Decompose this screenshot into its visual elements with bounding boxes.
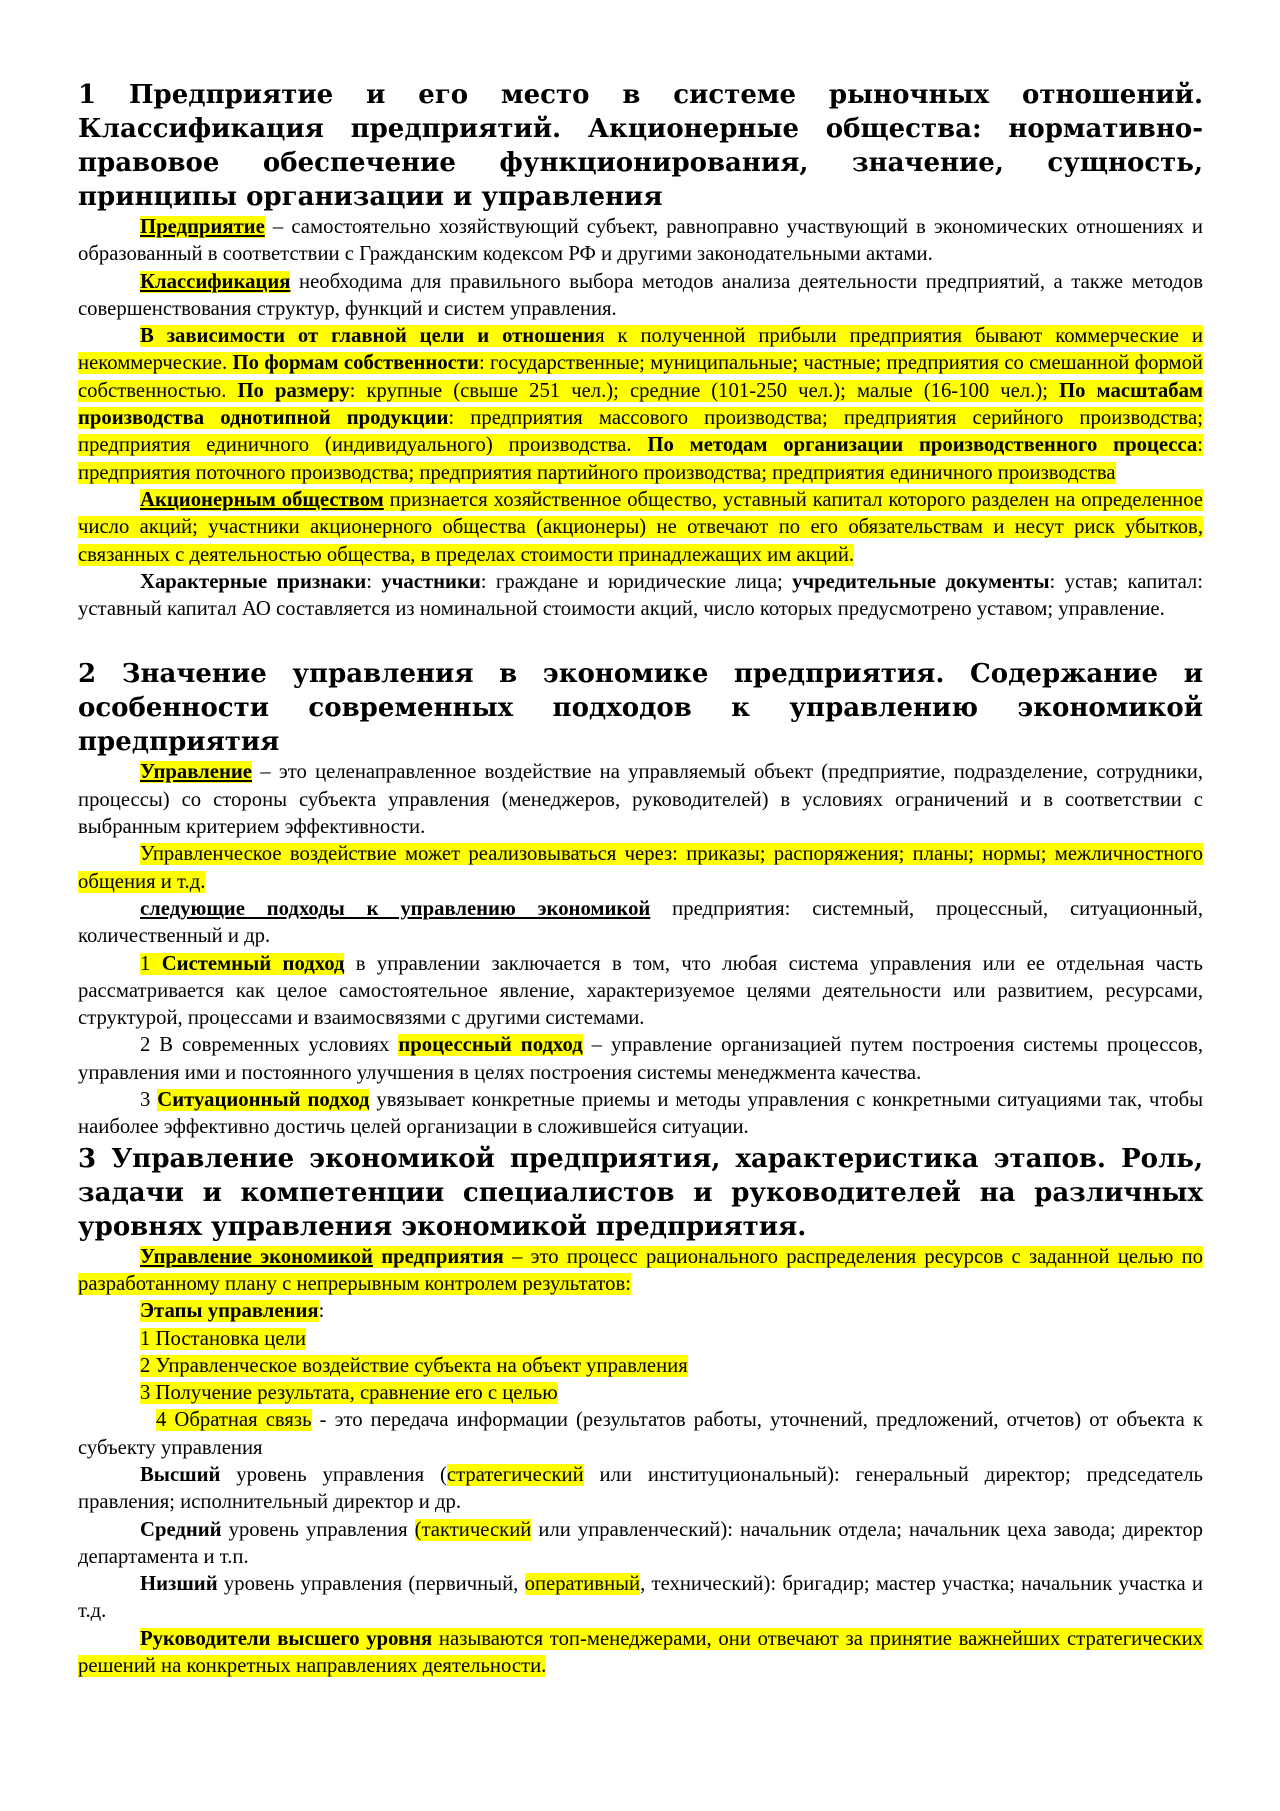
s1-paragraph-features: Характерные признаки: участники: граждане и юридические лица; учредительные документы: устав; капитал: уставный капитал АО составляется из номинальной стоимости акций, число которых предусмотрено уставом; управление.	[78, 570, 1204, 621]
s3-paragraph-top-managers: Руководители высшего уровня называются топ-менеджерами, они отвечают за принятие важнейших стратегических решений на конкретных направлениях деятельности.	[78, 1627, 1203, 1678]
s1-paragraph-classification: Классификация необходима для правильного выбора методов анализа деятельности предприятий, а также методов совершенствования структур, функций и систем управления.	[78, 270, 1203, 320]
s3-level-middle: Средний уровень управления (тактический или управленческий): начальник отдела; начальник цеха завода; директор департамента и т.п.	[78, 1518, 1204, 1568]
section-3-title: 3 Управление экономикой предприятия, характеристика этапов. Роль, задачи и компетенции специалистов и руководителей на различных уровнях управления экономикой предприятия.	[78, 1143, 1203, 1242]
s2-paragraph-situational-approach: 3 Ситуационный подход увязывает конкретные приемы и методы управления с конкретными ситуациями так, чтобы наиболее эффективно достичь целей организации в сложившейся ситуации.	[78, 1089, 1203, 1139]
term-classification: Классификация	[140, 270, 291, 293]
s1-paragraph-joint-stock: Акционерным обществом признается хозяйственное общество, уставный капитал которого разделен на определенное число акций; участники акционерного общества (акционеры) не отвечают по его обязательствам и несут риск убытков, связанных с деятельностью общества, в пределах стоимости принадлежащих им акций.	[78, 488, 1203, 566]
s1-paragraph-enterprise: Предприятие – самостоятельно хозяйствующий субъект, равноправно участвующий в экономических отношениях и образованный в соответствии с Гражданским кодексом РФ и другими законодательными актами.	[78, 216, 1203, 266]
s2-paragraph-management: Управление – это целенаправленное воздействие на управляемый объект (предприятие, подразделение, сотрудники, процессы) со стороны субъекта управления (менеджеров, руководителей) в условиях ограничений и в соответствии с выбранным критерием эффективности.	[78, 761, 1203, 839]
section-spacer	[78, 623, 1203, 657]
s3-stages-label: Этапы управления:	[140, 1300, 325, 1323]
s3-level-top: Высший уровень управления (стратегический или институциональный): генеральный директор; председатель правления; исполнительный директор и др.	[78, 1463, 1203, 1514]
s3-stage-1: 1 Постановка цели	[140, 1327, 306, 1350]
section-2-title: 2 Значение управления в экономике предприятия. Содержание и особенности современных подходов к управлению экономикой предприятия	[78, 659, 1203, 758]
s2-paragraph-approaches: следующие подходы к управлению экономикой предприятия: системный, процессный, ситуационный, количественный и др.	[78, 897, 1203, 948]
term-enterprise: Предприятие	[140, 216, 265, 238]
s3-stage-4: 4 Обратная связь - это передача информации (результатов работы, уточнений, предложений, отчетов) от объекта к субъекту управления	[78, 1409, 1203, 1459]
s2-paragraph-system-approach: 1 Системный подход в управлении заключается в том, что любая система управления или ее отдельная часть рассматривается как целое самостоятельное явление, характеризуемое целями деятельности или развитием, ресурсами, структурой, процессами и взаимосвязями с другими системами.	[78, 952, 1203, 1030]
s2-paragraph-influence: Управленческое воздействие может реализовываться через: приказы; распоряжения; планы; нормы; межличностного общения и т.д.	[78, 843, 1203, 893]
section-1-title: 1 Предприятие и его место в системе рыночных отношений. Классификация предприятий. Акционерные общества: нормативно-правовое обеспечение функционирования, значение, сущность, принципы организации и управления	[78, 80, 1203, 212]
s3-level-low: Низший уровень управления (первичный, оперативный, технический): бригадир; мастер участка; начальник участка и т.д.	[78, 1573, 1203, 1623]
s3-stage-3: 3 Получение результата, сравнение его с целью	[140, 1382, 558, 1405]
s2-paragraph-process-approach: 2 В современных условиях процессный подход – управление организацией путем построения системы процессов, управления ими и постоянного улучшения в целях построения системы менеджмента качества.	[78, 1034, 1204, 1084]
s1-paragraph-criteria: В зависимости от главной цели и отношения к полученной прибыли предприятия бывают коммерческие и некоммерческие. По формам собственности: государственные; муниципальные; частные; предприятия со смешанной формой собственностью. По размеру: крупные (свыше 251 чел.); средние (101-250 чел.); малые (16-100 чел.); По масштабам производства однотипной продукции: предприятия массового производства; предприятия серийного производства; предприятия единичного (индивидуального) производства. По методам организации производственного процесса: предприятия поточного производства; предприятия партийного производства; предприятия единичного производства	[78, 325, 1204, 484]
s3-paragraph-economy-management: Управление экономикой предприятия – это процесс рационального распределения ресурсов с заданной целью по разработанному плану с непрерывным контролем результатов:	[78, 1245, 1203, 1295]
s3-stage-2: 2 Управленческое воздействие субъекта на объект управления	[140, 1354, 688, 1377]
